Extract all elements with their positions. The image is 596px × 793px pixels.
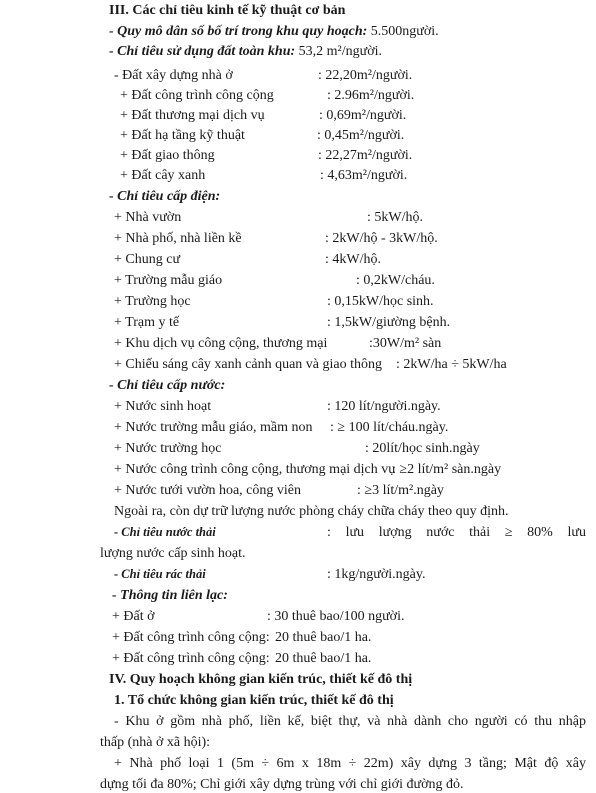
comm-row-value: 20 thuê bao/1 ha. xyxy=(275,630,372,645)
land-row-label: + Đất giao thông xyxy=(120,148,215,163)
solid-waste-value: : 1kg/người.ngày. xyxy=(327,567,426,582)
power-row-label: + Trường mẫu giáo xyxy=(114,273,223,288)
paragraph-line: dựng tối đa 80%; Chỉ giới xây dựng trùng với chỉ giới đường đỏ. xyxy=(100,777,464,792)
land-row-value: : 22,20m²/người. xyxy=(318,68,413,83)
land-row-value: : 0,45m²/người. xyxy=(317,128,405,143)
paragraph-line: - Khu ở gồm nhà phố, liền kế, biệt thự, và nhà dành cho người có thu nhập xyxy=(114,714,586,729)
land-row-value: : 22,27m²/người. xyxy=(318,148,413,163)
water-row-label: + Nước tưới vườn hoa, công viên xyxy=(114,483,302,498)
wastewater-value: : lưu lượng nước thải ≥ 80% lưu xyxy=(327,525,586,540)
power-row-label: + Trường học xyxy=(114,294,191,309)
paragraph-line: + Nhà phố loại 1 (5m ÷ 6m x 18m ÷ 22m) xây dựng 3 tầng; Mật độ xây xyxy=(114,756,586,771)
land-row-label: + Đất cây xanh xyxy=(120,168,206,183)
comm-row-label: + Đất công trình công cộng: xyxy=(112,630,270,645)
water-heading: - Chỉ tiêu cấp nước: xyxy=(109,378,226,393)
land-row-label: + Đất công trình công cộng xyxy=(120,88,274,103)
power-row-value: : 2kW/hộ - 3kW/hộ. xyxy=(325,231,438,246)
comm-row-value: 20 thuê bao/1 ha. xyxy=(275,651,372,666)
subsection-heading: 1. Tổ chức không gian kiến trúc, thiết kế đô thị xyxy=(114,693,394,708)
land-row-label: + Đất thương mại dịch vụ xyxy=(120,108,265,123)
land-row-value: : 4,63m²/người. xyxy=(320,168,408,183)
section-heading: IV. Quy hoạch không gian kiến trúc, thiết kế đô thị xyxy=(109,672,413,687)
power-row-value: : 2kW/ha ÷ 5kW/ha xyxy=(396,357,507,372)
paragraph-line: thấp (nhà ở xã hội): xyxy=(100,735,211,750)
comm-row-value: : 30 thuê bao/100 người. xyxy=(267,609,405,624)
power-row-label: + Chung cư xyxy=(114,252,181,267)
land-row-value: : 0,69m²/người. xyxy=(319,108,407,123)
land-row-value: : 2.96m²/người. xyxy=(327,88,415,103)
water-row-label: + Nước trường mẫu giáo, mầm non xyxy=(114,420,313,435)
land-row-label: - Đất xây dựng nhà ở xyxy=(114,68,233,83)
water-note: Ngoài ra, còn dự trữ lượng nước phòng cháy chữa cháy theo quy định. xyxy=(114,504,509,519)
wastewater-value-continued: lượng nước cấp sinh hoạt. xyxy=(100,546,246,561)
land-use-label: - Chỉ tiêu sử dụng đất toàn khu: xyxy=(109,44,296,59)
power-row-value: : 0,15kW/học sinh. xyxy=(327,294,434,309)
power-row-value: : 4kW/hộ. xyxy=(325,252,381,267)
water-row-value: : ≥ 100 lít/cháu.ngày. xyxy=(330,420,449,435)
power-row-label: + Trạm y tế xyxy=(114,315,180,330)
land-use-line xyxy=(109,43,382,60)
water-row-value: : ≥3 lít/m².ngày xyxy=(357,483,444,498)
water-row-label: + Nước sinh hoạt xyxy=(114,399,212,414)
water-row-value: : 20lít/học sinh.ngày xyxy=(365,441,480,456)
population-line xyxy=(109,23,439,40)
comm-row-label: + Đất ở xyxy=(112,609,155,624)
power-row-value: : 1,5kW/giường bệnh. xyxy=(327,315,451,330)
power-row-label: + Nhà phố, nhà liền kề xyxy=(114,231,242,246)
communication-heading: - Thông tin liên lạc: xyxy=(112,588,228,603)
section-heading: III. Các chỉ tiêu kinh tế kỹ thuật cơ bản xyxy=(109,3,346,18)
power-row-label: + Chiếu sáng cây xanh cảnh quan và giao thông xyxy=(114,357,382,372)
solid-waste-label: - Chỉ tiêu rác thải xyxy=(114,567,206,581)
power-row-label: + Khu dịch vụ công cộng, thương mại xyxy=(114,336,328,351)
power-row-label: + Nhà vườn xyxy=(114,210,182,225)
water-row-label: + Nước công trình công cộng, thương mại dịch vụ xyxy=(114,462,396,477)
population-value: 5.500người. xyxy=(370,24,439,39)
land-row-label: + Đất hạ tầng kỹ thuật xyxy=(120,128,245,143)
wastewater-label: - Chỉ tiêu nước thải xyxy=(114,525,216,539)
power-row-value: : 5kW/hộ. xyxy=(367,210,423,225)
land-use-value: 53,2 m²/người. xyxy=(298,44,383,59)
power-heading: - Chỉ tiêu cấp điện: xyxy=(109,189,221,204)
power-row-value: : 0,2kW/cháu. xyxy=(356,273,435,288)
power-row-value: :30W/m² sàn xyxy=(369,336,442,351)
water-row-value: : ≥2 lít/m² sàn.ngày xyxy=(392,462,502,477)
water-row-label: + Nước trường học xyxy=(114,441,222,456)
comm-row-label: + Đất công trình công cộng: xyxy=(112,651,270,666)
water-row-value: : 120 lít/người.ngày. xyxy=(327,399,441,414)
population-label: - Quy mô dân số bố trí trong khu quy hoạch: xyxy=(109,24,368,39)
